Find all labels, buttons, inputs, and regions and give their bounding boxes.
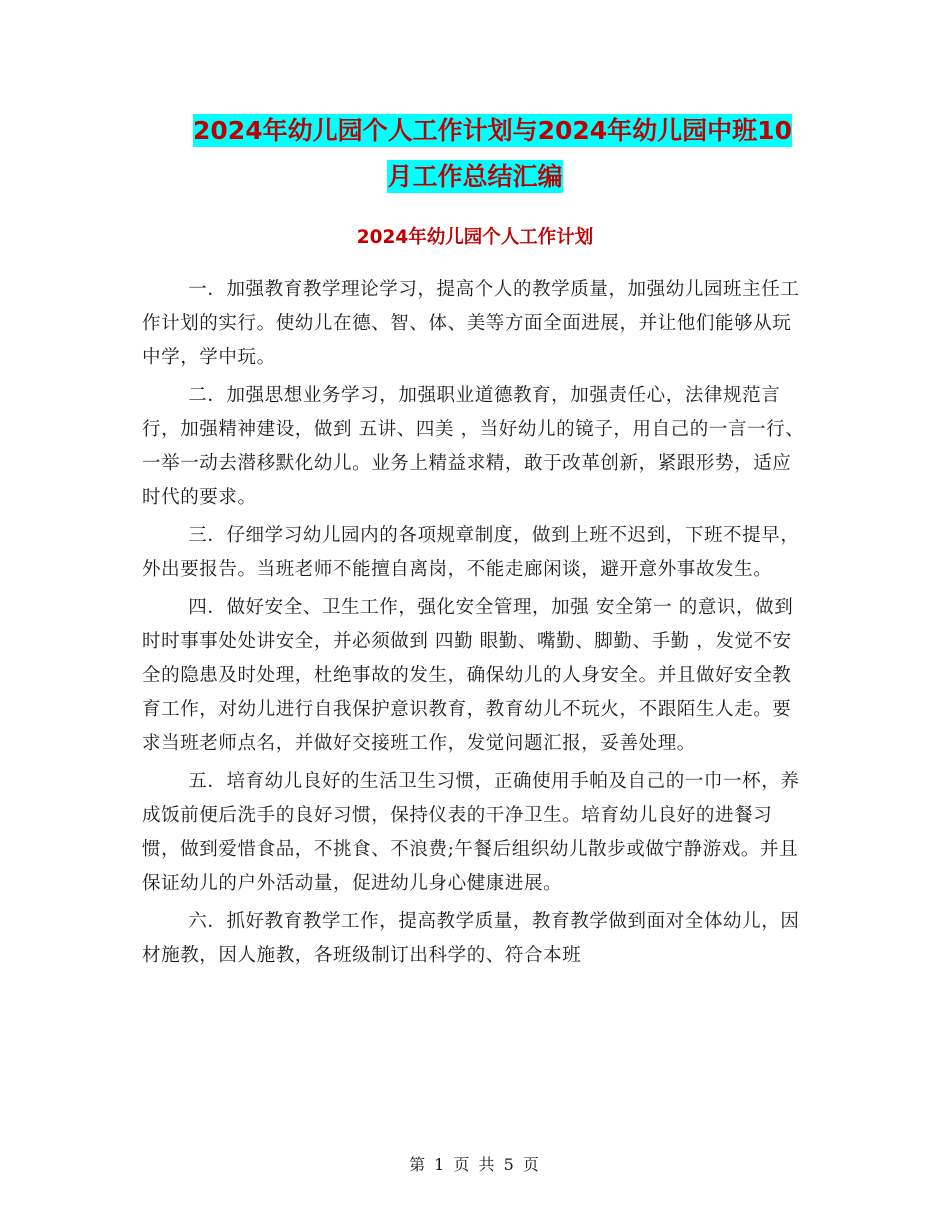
document-title-line2: 月工作总结汇编 — [387, 162, 563, 191]
document-title — [0, 108, 950, 200]
paragraph-4: 四．做好安全、卫生工作，强化安全管理，加强 安全第一 的意识，做到时时事事处处讲安全，并必须做到 四勤 眼勤、嘴勤、脚勤、手勤 ，发觉不安全的隐患及时处理，杜绝事故的发生，确保幼儿的人身安全。并且做好安全教育工作，对幼儿进行自我保护意识教育，教育幼儿不玩火，不跟陌生人走。要求当班老师点名，并做好交接班工作，发觉问题汇报，妥善处理。 — [142, 597, 794, 754]
paragraph-2: 二．加强思想业务学习，加强职业道德教育，加强责任心，法律规范言行，加强精神建设，做到 五讲、四美 ，当好幼儿的镜子，用自己的一言一行、一举一动去潜移默化幼儿。业务上精益求精，敢于改革创新，紧跟形势，适应时代的要求。 — [142, 385, 805, 508]
document-body — [142, 273, 806, 977]
paragraph-5: 五．培育幼儿良好的生活卫生习惯，正确使用手帕及自己的一巾一杯，养成饭前便后洗手的良好习惯，保持仪表的干净卫生。培育幼儿良好的进餐习惯，做到爱惜食品，不挑食、不浪费;午餐后组织幼儿散步或做宁静游戏。并且保证幼儿的户外活动量，促进幼儿身心健康进展。 — [142, 771, 800, 894]
page-footer: 第 1 页 共 5 页 — [409, 1155, 541, 1174]
document-title-line1: 2024年幼儿园个人工作计划与2024年幼儿园中班10 — [193, 116, 792, 145]
paragraph-1: 一．加强教育教学理论学习，提高个人的教学质量，加强幼儿园班主任工作计划的实行。使幼儿在德、智、体、美等方面全面进展，并让他们能够从玩中学，学中玩。 — [142, 279, 800, 368]
paragraph-6: 六．抓好教育教学工作，提高教学质量，教育教学做到面对全体幼儿，因材施教，因人施教，各班级制订出科学的、符合本班 — [142, 911, 800, 966]
paragraph-3: 三．仔细学习幼儿园内的各项规章制度，做到上班不迟到，下班不提早，外出要报告。当班老师不能擅自离岗，不能走廊闲谈，避开意外事故发生。 — [142, 525, 800, 580]
section-title: 2024年幼儿园个人工作计划 — [356, 227, 594, 248]
